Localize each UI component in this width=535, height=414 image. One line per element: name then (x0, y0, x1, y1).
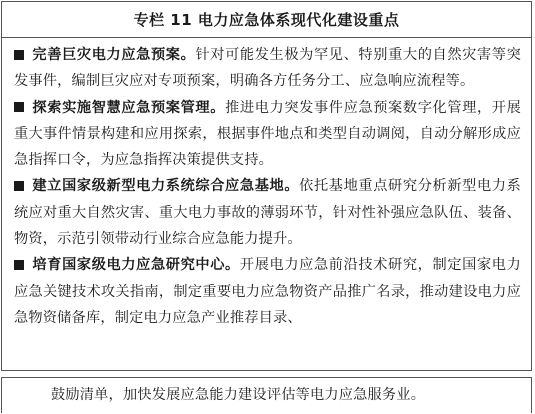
list-item (14, 95, 521, 174)
list-item (14, 42, 521, 95)
box-title: 专栏 11 电力应急体系现代化建设重点 (2, 2, 531, 38)
item-lead: 完善巨灾电力应急预案。 (32, 47, 196, 63)
item-body: 依托基地重点研究分析新型电力系统应对重大自然灾害、重大电力事故的薄弱环节，针对性补强应急队伍、装备、物资，示范引领带动行业综合应急能力提升。 (14, 178, 521, 248)
item-body: 针对可能发生极为罕见、特别重大的自然灾害等突发事件，编制巨灾应对专项预案，明确各方任务分工、应急响应流程等。 (14, 47, 522, 90)
continuation-text: 鼓励清单，加快发展应急能力建设评估等电力应急服务业。 (51, 387, 426, 403)
item-lead: 培育国家级电力应急研究中心。 (32, 257, 240, 274)
square-bullet-icon (14, 260, 24, 270)
list-item (14, 173, 521, 252)
square-bullet-icon (14, 50, 24, 60)
feature-box (1, 1, 532, 371)
list-item (14, 252, 521, 331)
item-lead: 建立国家级新型电力系统综合应急基地。 (32, 178, 300, 195)
square-bullet-icon (14, 102, 24, 112)
continuation-box (1, 377, 532, 413)
item-body: 推进电力突发事件应急预案数字化管理，开展重大事件情景构建和应用探索，根据事件地点和类型自动调阅，自动分解形成应急指挥口令，为应急指挥决策提供支持。 (14, 99, 521, 169)
square-bullet-icon (14, 181, 24, 191)
item-list (2, 38, 531, 331)
item-body: 开展电力应急前沿技术研究，制定国家电力应急关键技术攻关指南，制定重要电力应急物资产品推广名录，推动建设电力应急物资储备库，制定电力应急产业推荐目录、 (14, 257, 521, 326)
item-lead: 探索实施智慧应急预案管理。 (32, 99, 226, 116)
